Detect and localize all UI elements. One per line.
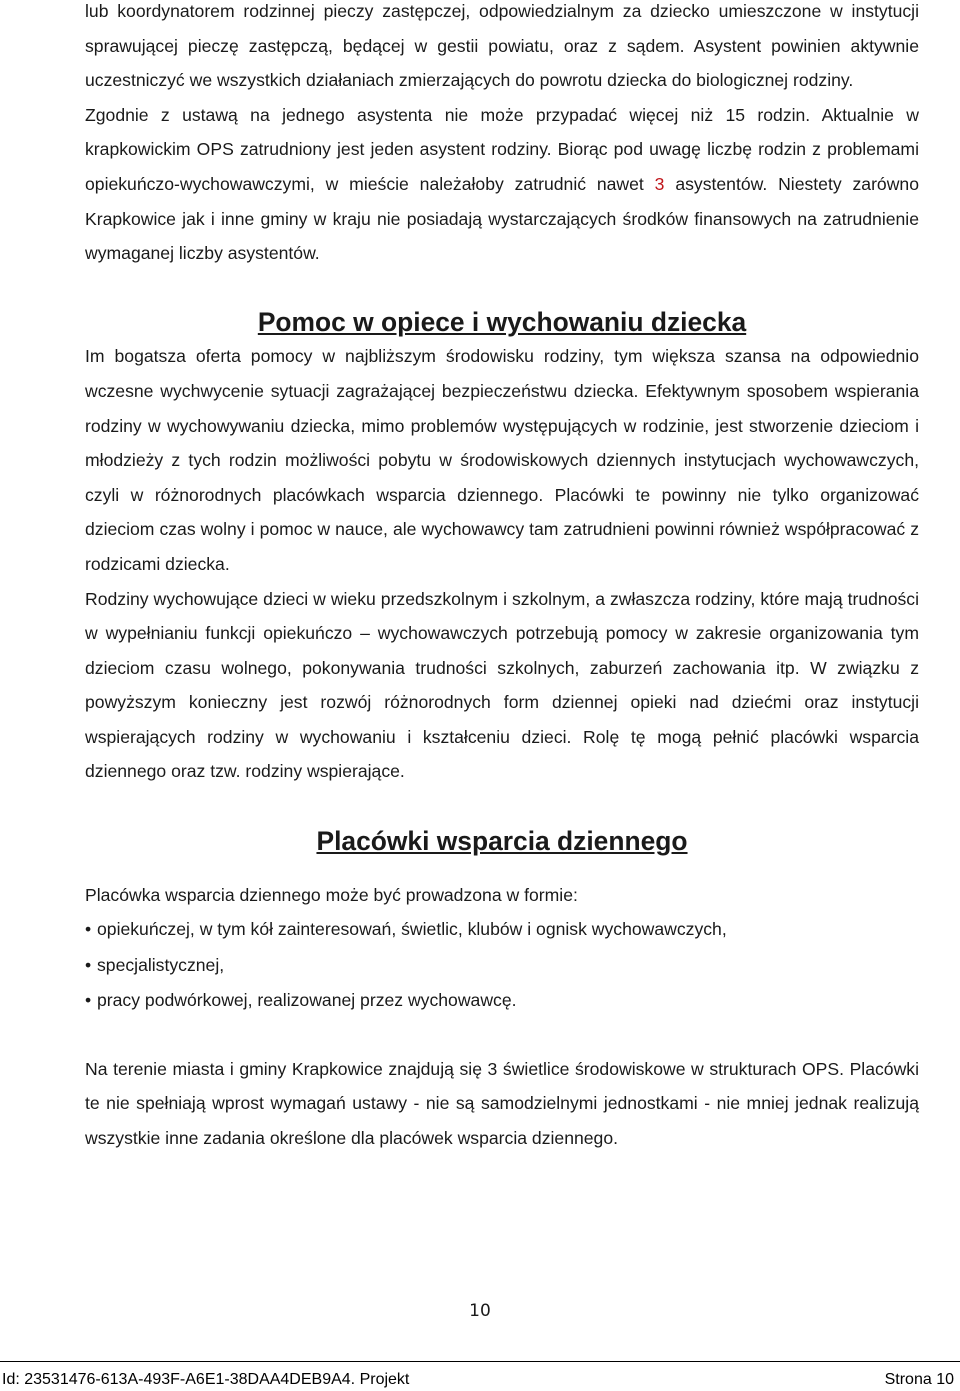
footer-page-label: Strona 10 — [884, 1371, 954, 1388]
list-item: • specjalistycznej, — [85, 948, 919, 984]
paragraph-assistant-limit — [85, 98, 919, 271]
paragraph-support-offer: Im bogatsza oferta pomocy w najbliższym środowisku rodziny, tym większa szansa na odpowiednio wczesne wychwycenie sytuacji zagrażającej bezpieczeństwu dziecka. Efektywnym sposobem wspierania rodziny w wychowywaniu dziecka, mimo problemów występujących w rodzinie, jest stworzenie dzieciom i młodzieży z tych rodzin możliwości pobytu w środowiskowych dziennych instytucjach wychowawczych, czyli w różnorodnych placówkach wsparcia dziennego. Placówki te powinny nie tylko organizować dzieciom czas wolny i pomoc w nauce, ale wychowawcy tam zatrudnieni powinni również współpracować z rodzicami dziecka. — [85, 346, 919, 574]
paragraph-forms-intro: Placówka wsparcia dziennego może być prowadzona w formie: — [85, 884, 578, 905]
paragraph-families-needs: Rodziny wychowujące dzieci w wieku przedszkolnym i szkolnym, a zwłaszcza rodziny, które mają trudności w wypełnianiu funkcji opiekuńczo – wychowawczych potrzebują pomocy w zakresie organizowania tym dzieciom czasu wolnego, pokonywania trudności szkolnych, zaburzeń zachowania itp. W związku z powyższym konieczny jest rozwój różnorodnych form dziennej opieki nad dziećmi oraz instytucji wspierających rodziny w wychowaniu i kształceniu dzieci. Rolę tę mogą pełnić placówki wsparcia dziennego oraz tzw. rodziny wspierające. — [85, 588, 919, 782]
forms-bullet-list — [85, 912, 919, 1019]
paragraph-local-centres: Na terenie miasta i gminy Krapkowice znajdują się 3 świetlice środowiskowe w strukturach OPS. Placówki te nie spełniają wprost wymagań ustawy - nie są samodzielnymi jednostkami - nie mniej jednak realizują wszystkie inne zadania określone dla placówek wsparcia dziennego. — [85, 1058, 919, 1148]
paragraph-assistant-limit-text-b: asystentów. Niestety zarówno Krapkowice jak i inne gminy w kraju nie posiadają wystarczających środków finansowych na zatrudnienie wymaganej liczby asystentów. — [85, 173, 919, 264]
paragraph-assistant-cooperation: lub koordynatorem rodzinnej pieczy zastępczej, odpowiedzialnym za dziecko umieszczone w instytucji sprawującej pieczę zastępczą, będącej w gestii powiatu, oraz z sądem. Asystent powinien aktywnie uczestniczyć we wszystkich działaniach zmierzających do powrotu dziecka do biologicznej rodziny. — [85, 1, 919, 91]
list-item: • opiekuńczej, w tym kół zainteresowań, świetlic, klubów i ognisk wychowawczych, — [85, 912, 919, 948]
footer — [0, 1369, 958, 1391]
document-page — [85, 0, 919, 1156]
list-item: • pracy podwórkowej, realizowanej przez wychowawcę. — [85, 983, 919, 1019]
highlighted-number: 3 — [654, 173, 665, 194]
footer-divider — [0, 1361, 960, 1362]
page-number: 10 — [469, 1301, 491, 1321]
section-heading-care-support: Pomoc w opiece i wychowaniu dziecka — [257, 306, 747, 337]
section-heading-day-care: Placówki wsparcia dziennego — [316, 826, 688, 857]
paragraph-assistant-limit-text-a: Zgodnie z ustawą na jednego asystenta nie może przypadać więcej niż 15 rodzin. Aktualnie w krapkowickim OPS zatrudniony jest jeden asystent rodziny. Biorąc pod uwagę liczbę rodzin z problemami opiekuńczo-wychowawczymi, w mieście należałoby zatrudnić nawet — [85, 104, 919, 194]
footer-document-id: Id: 23531476-613A-493F-A6E1-38DAA4DEB9A4. Projekt — [2, 1371, 410, 1388]
